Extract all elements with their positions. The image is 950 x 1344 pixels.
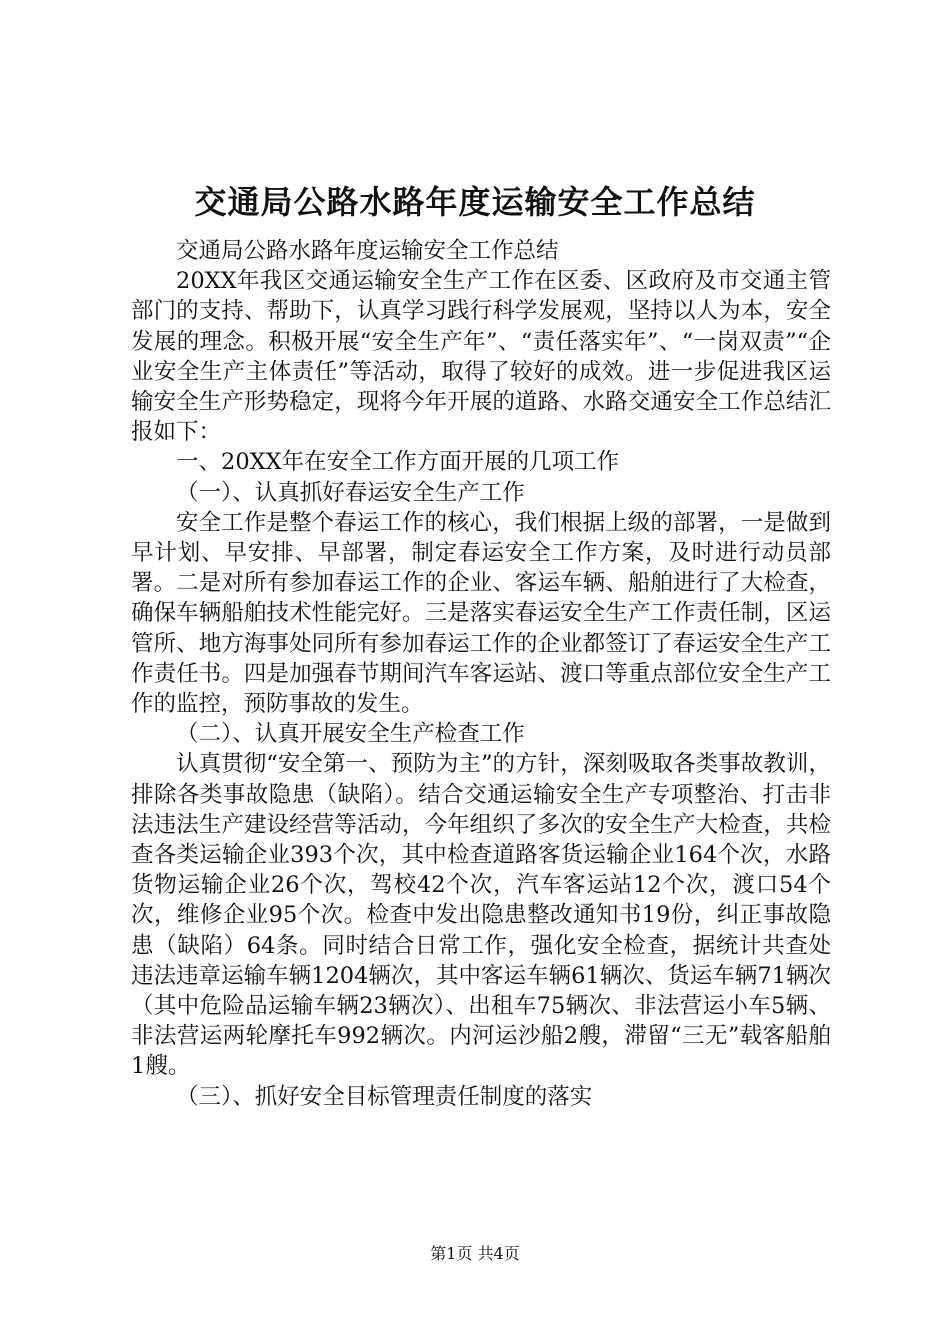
subsection-heading-3: （三）、抓好安全目标管理责任制度的落实: [176, 1083, 593, 1110]
paragraph-spring-transport: 安全工作是整个春运工作的核心，我们根据上级的部署，一是做到早计划、早安排、早部署，制定春运安全工作方案，及时进行动员部署。二是对所有参加春运工作的企业、客运车辆、船舶进行了大检查，确保车辆船舶技术性能完好。三是落实春运安全生产工作责任制，区运管所、地方海事处同所有参加春运工作的企业都签订了春运安全生产工作责任书。四是加强春节期间汽车客运站、渡口等重点部位安全生产工作的监控，预防事故的发生。: [131, 509, 831, 718]
subsection-heading-2: （二）、认真开展安全生产检查工作: [176, 721, 525, 748]
paragraph-safety-inspection: 认真贯彻“安全第一、预防为主”的方针，深刻吸取各类事故教训，排除各类事故隐患（缺陷）。结合交通运输安全生产专项整治、打击非法违法生产建设经营等活动，今年组织了多次的安全生产大检查，共检查各类运输企业393个次，其中检查道路客货运输企业164个次，水路货物运输企业26个次，驾校42个次，汽车客运站12个次，渡口54个次，维修企业95个次。检查中发出隐患整改通知书19份，纠正事故隐患（缺陷）64条。同时结合日常工作，强化安全检查，据统计共查处违法违章运输车辆1204辆次，其中客运车辆61辆次、货运车辆71辆次（其中危险品运输车辆23辆次）、出租车75辆次、非法营运小车5辆、非法营运两轮摩托车992辆次。内河运沙船2艘，滞留“三无”载客船舶1艘。: [131, 751, 831, 1080]
subsection-heading-1: （一）、认真抓好春运安全生产工作: [176, 479, 525, 506]
page-number-footer: 第1页 共4页: [430, 1244, 520, 1263]
paragraph-subtitle: 交通局公路水路年度运输安全工作总结: [176, 238, 559, 264]
document-body: [131, 236, 831, 1112]
section-heading-1: 一、20XX年在安全工作方面开展的几项工作: [176, 449, 620, 476]
document-title: 交通局公路水路年度运输安全工作总结: [194, 183, 756, 221]
paragraph-intro: 20XX年我区交通运输安全生产工作在区委、区政府及市交通主管部门的支持、帮助下，认真学习践行科学发展观，坚持以人为本，安全发展的理念。积极开展“安全生产年”、“责任落实年”、“一岗双责”“企业安全生产主体责任”等活动，取得了较好的成效。进一步促进我区运输安全生产形势稳定，现将今年开展的道路、水路交通安全工作总结汇报如下：: [131, 268, 831, 446]
